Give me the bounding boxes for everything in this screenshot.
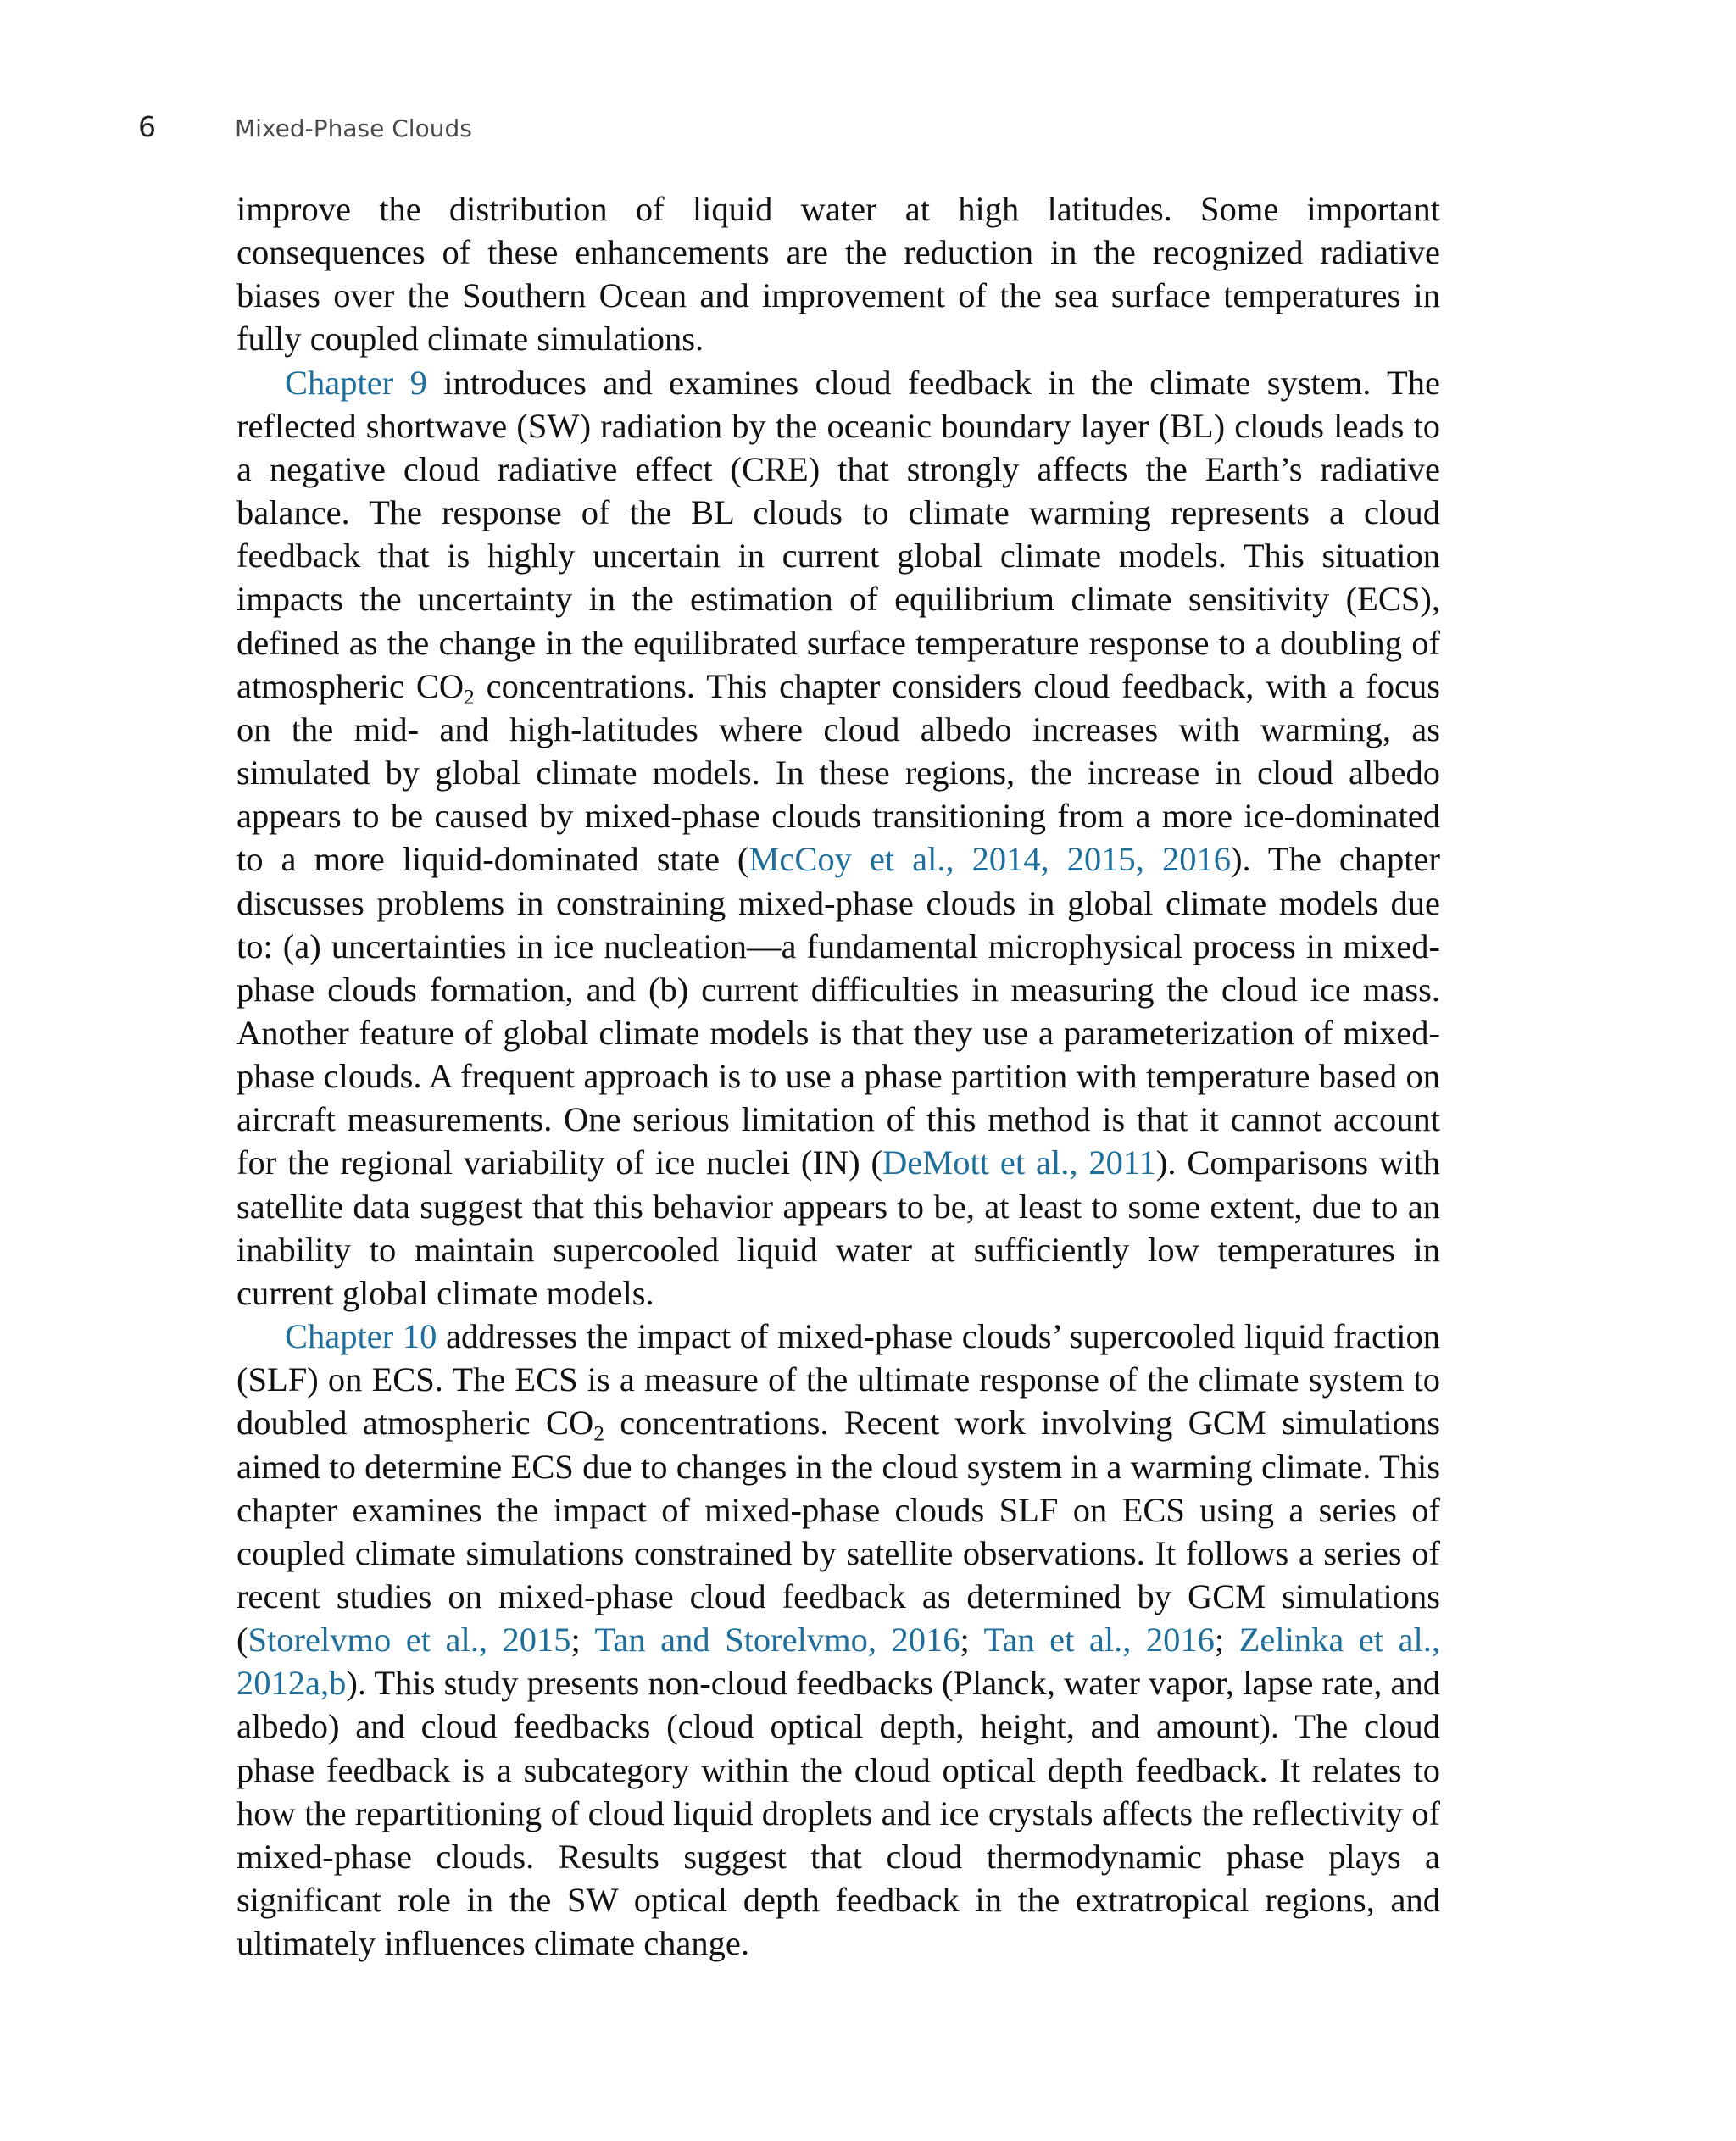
citation-mccoy-link[interactable]: McCoy et al., 2014, 2015, 2016	[748, 840, 1231, 879]
citation-demott-link[interactable]: DeMott et al., 2011	[882, 1143, 1156, 1182]
citation-separator: ;	[960, 1621, 984, 1660]
paragraph-3	[236, 1315, 1440, 1965]
paragraph-2-text-1: introduces and examines cloud feedback in the climate system. The reflected shortwave (SW) radiation by the oceanic boundary layer (BL) clouds leads to a negative cloud radiative effect (CRE) that strongly affects the Earth’s radiative balance. The response of the BL clouds to climate warming represents a cloud feedback that is highly uncertain in current global climate models. This situation impacts the uncertainty in the estimation of equilibrium climate sensitivity (ECS), defined as the change in the equilibrated surface temperature response to a doubling of atmospheric CO	[236, 363, 1440, 705]
citation-separator: ;	[570, 1621, 595, 1660]
citation-separator: ;	[1214, 1621, 1239, 1660]
paragraph-2-text-4: ). Comparisons with satellite data suggest that this behavior appears to be, at least to some extent, due to an inability to maintain supercooled liquid water at sufficiently low temperatures in current global climate models.	[236, 1143, 1440, 1312]
paragraph-1	[236, 187, 1440, 361]
citation-storelvmo-link[interactable]: Storelvmo et al., 2015	[248, 1621, 571, 1660]
running-head	[138, 108, 1444, 146]
paragraph-2	[236, 361, 1440, 1315]
chapter-9-link[interactable]: Chapter 9	[285, 363, 427, 402]
paragraph-2-text-3: ). The chapter discusses problems in constraining mixed-phase clouds in global climate models due to: (a) uncertainties in ice nucleation—a fundamental microphysical process in mixed-phase clouds formation, and (b) current difficulties in measuring the cloud ice mass. Another feature of global climate models is that they use a parameterization of mixed-phase clouds. A frequent approach is to use a phase partition with temperature based on aircraft measurements. One serious limitation of this method is that it cannot account for the regional variability of ice nuclei (IN) (	[236, 840, 1440, 1182]
citation-tan-storelvmo-link[interactable]: Tan and Storelvmo, 2016	[594, 1621, 960, 1660]
co2-subscript: 2	[593, 1422, 604, 1446]
paragraph-1-text: improve the distribution of liquid water at high latitudes. Some important consequences of these enhancements are the reduction in the recognized radiative biases over the Southern Ocean and improvement of the sea surface temperatures in fully coupled climate simulations.	[236, 190, 1440, 359]
body-text	[236, 187, 1440, 1965]
chapter-10-link[interactable]: Chapter 10	[285, 1317, 437, 1356]
paragraph-3-text-2: concentrations. Recent work involving GCM simulations aimed to determine ECS due to changes in the cloud system in a warming climate. This chapter examines the impact of mixed-phase clouds SLF on ECS using a series of coupled climate simulations constrained by satellite observations. It follows a series of recent studies on mixed-phase cloud feedback as determined by GCM simulations (	[236, 1404, 1441, 1660]
citation-tan-link[interactable]: Tan et al., 2016	[983, 1621, 1215, 1660]
chapter-title: Mixed-Phase Clouds	[235, 114, 472, 142]
page-number: 6	[138, 110, 156, 143]
citation-zelinka-link[interactable]: Zelinka et al., 2012a,b	[236, 1621, 1441, 1703]
paragraph-3-text-1: addresses the impact of mixed-phase clouds’ supercooled liquid fraction (SLF) on ECS. The ECS is a measure of the ultimate response of the climate system to doubled atmospheric CO	[236, 1317, 1440, 1443]
paragraph-2-text-2: concentrations. This chapter considers cloud feedback, with a focus on the mid- and high-latitudes where cloud albedo increases with warming, as simulated by global climate models. In these regions, the increase in cloud albedo appears to be caused by mixed-phase clouds transitioning from a more ice-dominated to a more liquid-dominated state (	[236, 666, 1440, 879]
co2-subscript: 2	[464, 686, 475, 709]
paragraph-3-text-3: ). This study presents non-cloud feedbacks (Planck, water vapor, lapse rate, and albedo) and cloud feedbacks (cloud optical depth, height, and amount). The cloud phase feedback is a subcategory within the cloud optical depth feedback. It relates to how the repartitioning of cloud liquid droplets and ice crystals affects the reflectivity of mixed-phase clouds. Results suggest that cloud thermodynamic phase plays a significant role in the SW optical depth feedback in the extratropical regions, and ultimately influences climate change.	[236, 1664, 1440, 1963]
